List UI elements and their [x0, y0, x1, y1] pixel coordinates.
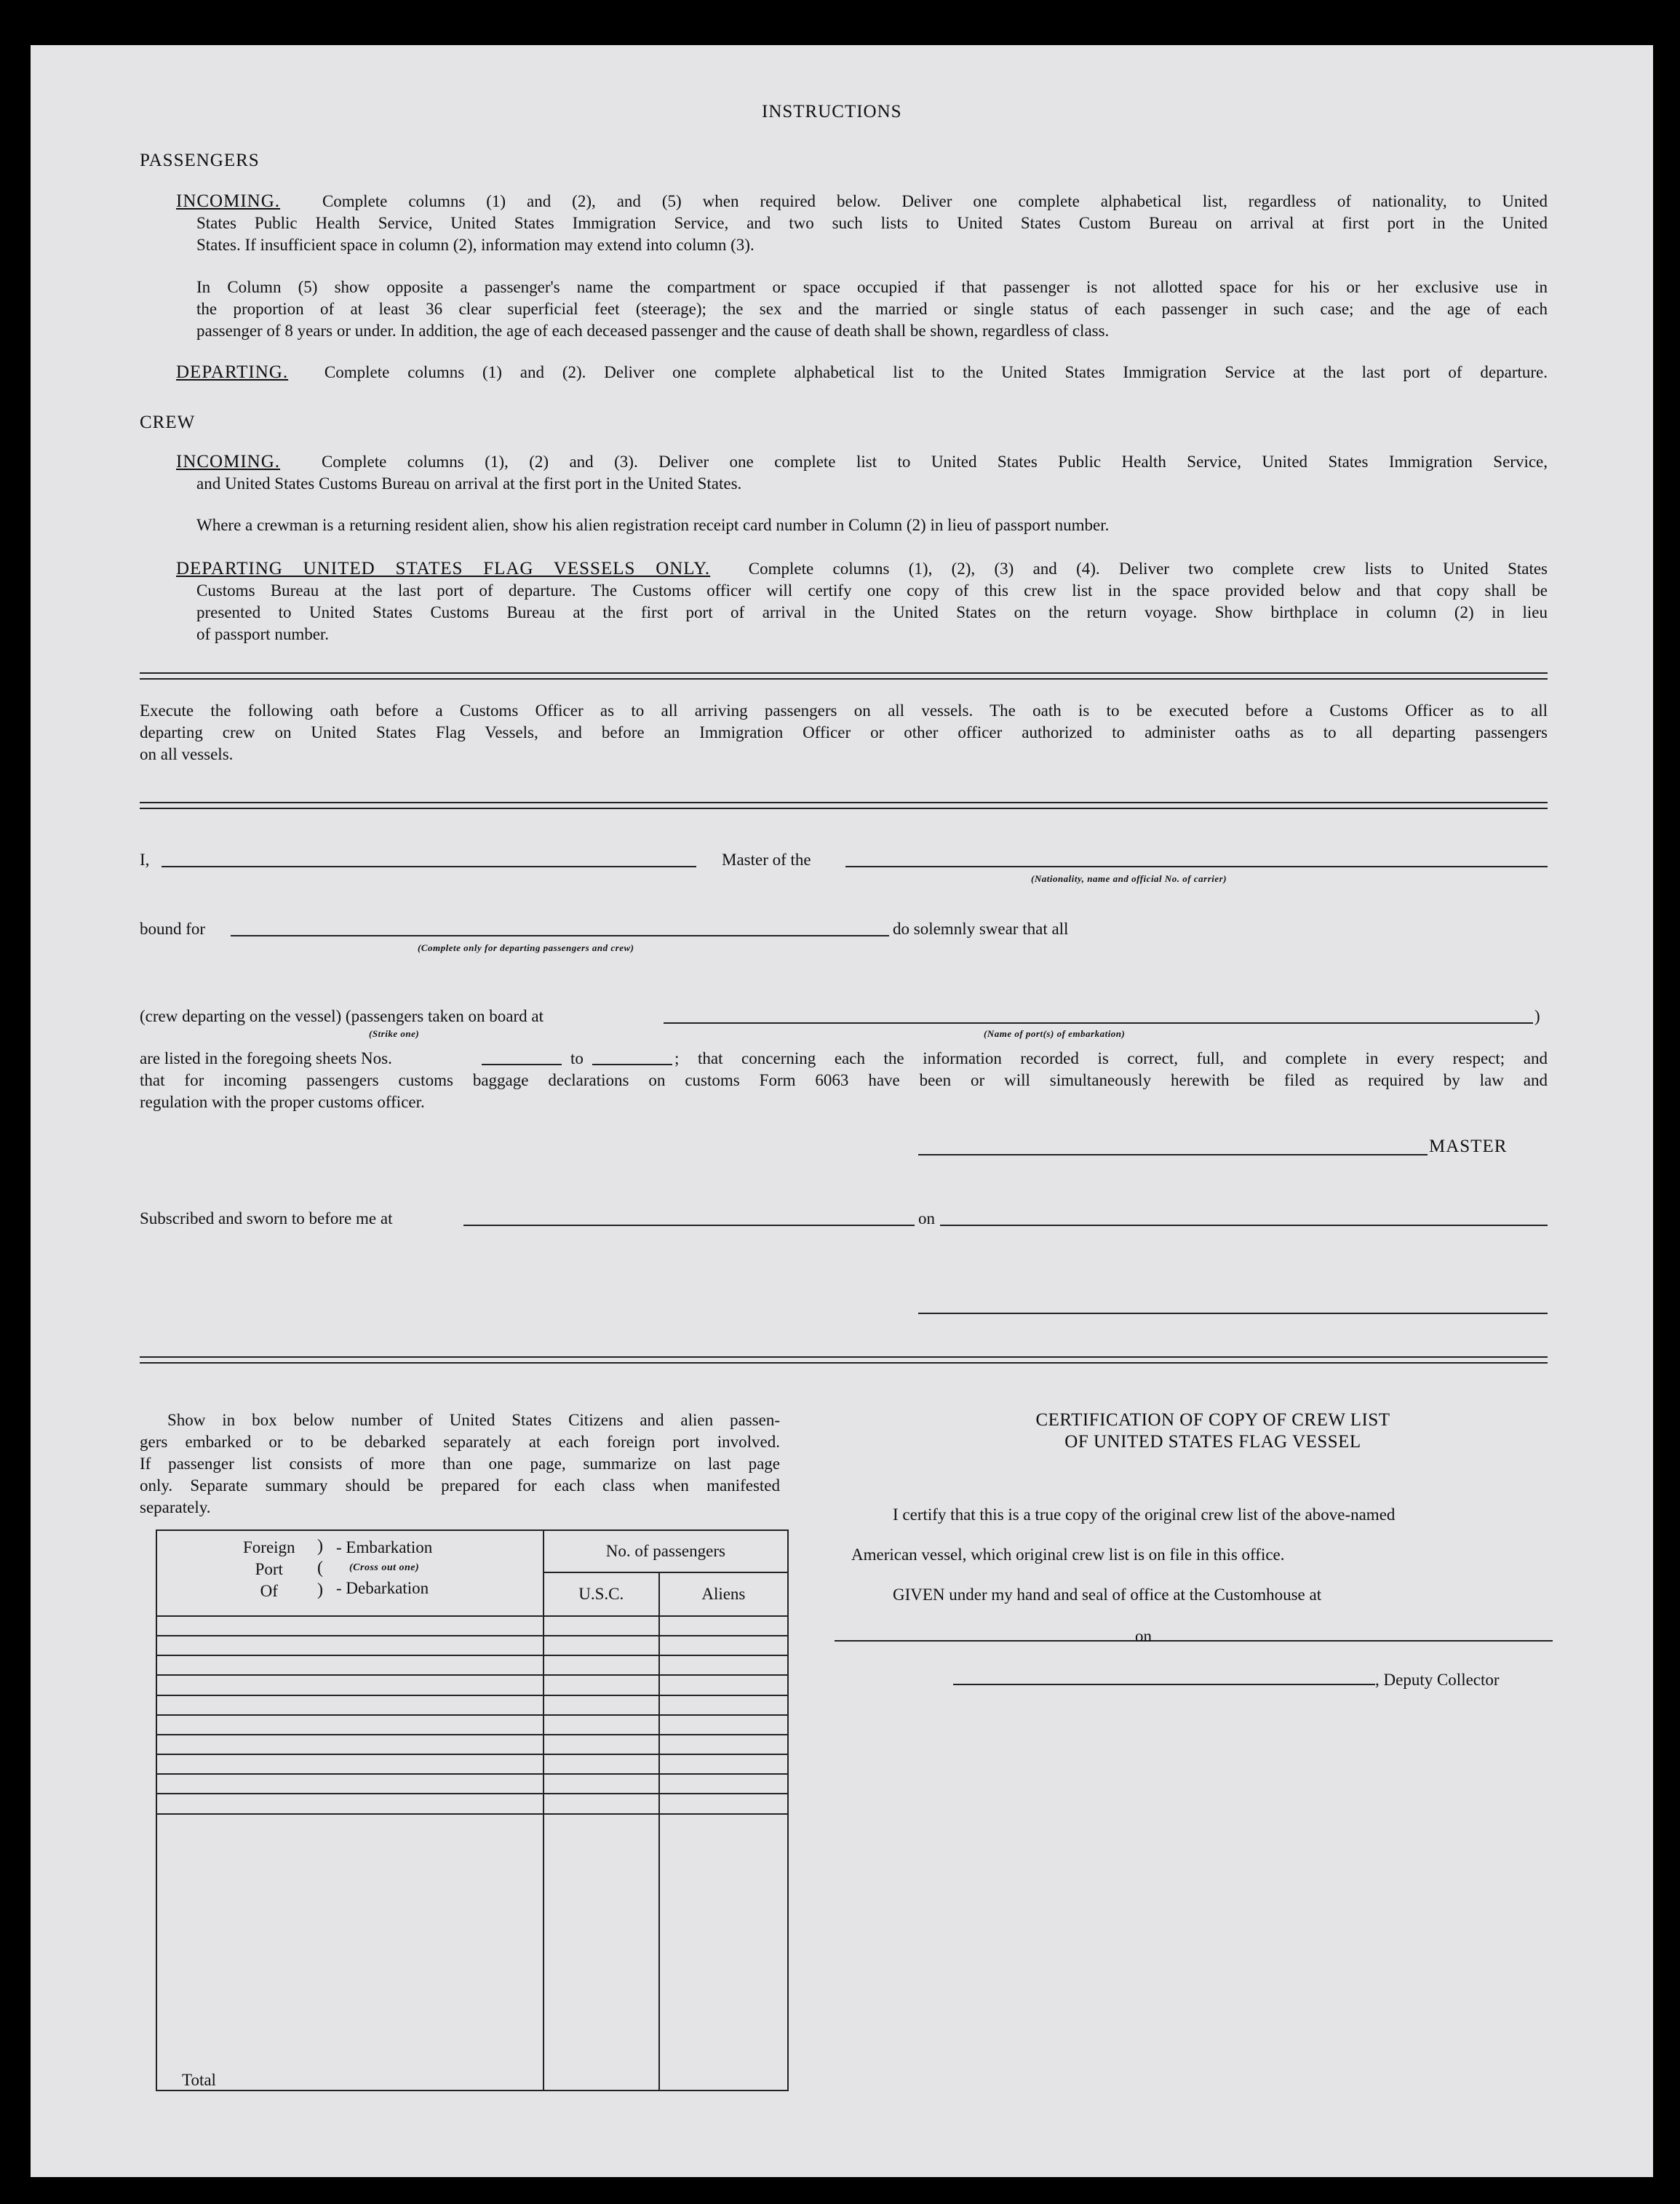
port-cell[interactable]: [156, 1675, 544, 1695]
passengers-heading: PASSENGERS: [140, 151, 260, 170]
officer-signature-field[interactable]: [918, 1313, 1548, 1314]
port-cell[interactable]: [156, 1735, 544, 1754]
bound-for-label: bound for: [140, 920, 206, 938]
divider: [140, 1362, 1548, 1364]
subscribed-place-field[interactable]: [463, 1225, 915, 1226]
port-cell[interactable]: [156, 1655, 544, 1675]
embarkation-label: - Embarkation: [336, 1538, 433, 1556]
usc-cell[interactable]: [544, 1774, 659, 1794]
debarkation-label: - Debarkation: [336, 1579, 429, 1597]
usc-cell[interactable]: [544, 1655, 659, 1675]
subscribed-on-label: on: [918, 1209, 935, 1228]
usc-cell[interactable]: [544, 1695, 659, 1715]
document-page: [31, 45, 1653, 2177]
crew-incoming-cont: and United States Customs Bureau on arrival at the first port in the United States.: [196, 474, 742, 493]
master-of-label: Master of the: [722, 851, 811, 869]
table-row: [156, 1636, 788, 1655]
sheets-suffix: ; that concerning each the information recorded is correct, full, and complete in every respect; and: [674, 1049, 1548, 1067]
cross-out-caption: (Cross out one): [349, 1562, 420, 1573]
divider: [140, 678, 1548, 680]
vessel-field[interactable]: [845, 866, 1548, 867]
no-of-passengers-header: No. of passengers: [544, 1530, 788, 1572]
aliens-cell[interactable]: [659, 1715, 788, 1735]
crewman-text: Where a crewman is a returning resident alien, show his alien registration receipt card number in Column (2) in lieu of passport number.: [196, 516, 1110, 534]
crew-departing-text: (crew departing on the vessel) (passengers taken on board at: [140, 1007, 544, 1025]
oath-line3: regulation with the proper customs officer.: [140, 1093, 425, 1111]
passengers-departing-line: DEPARTING. Complete columns (1) and (2). Deliver one complete alphabetical list to the United States Immigration Service at the last port of departure.: [176, 362, 1548, 382]
oath-i-label: I,: [140, 851, 150, 869]
passengers-incoming-line: States Public Health Service, United States Immigration Service, and two such lists to United States Custom Bureau on arrival at first port in the United: [196, 214, 1548, 232]
subscribed-label: Subscribed and sworn to before me at: [140, 1209, 393, 1228]
total-row: [156, 1814, 788, 2090]
bound-caption: (Complete only for departing passengers and crew): [418, 942, 634, 953]
aliens-cell[interactable]: [659, 1636, 788, 1655]
subscribed-date-field[interactable]: [940, 1225, 1548, 1226]
oath-line2-block: [140, 1070, 1548, 1091]
crew-departing-line: Customs Bureau at the last port of departure. The Customs officer will certify one copy of this crew list in the space provided below and that copy shall be: [196, 581, 1548, 600]
deputy-collector-label: , Deputy Collector: [1375, 1671, 1500, 1689]
aliens-cell[interactable]: [659, 1794, 788, 1813]
usc-cell[interactable]: [544, 1754, 659, 1774]
passengers-incoming-label: INCOMING.: [176, 191, 281, 211]
summary-instruction-line: gers embarked or to be debarked separately at each foreign port involved.: [140, 1433, 780, 1451]
aliens-cell[interactable]: [659, 1735, 788, 1754]
usc-cell[interactable]: [544, 1675, 659, 1695]
certification-on-label: on: [1135, 1627, 1152, 1645]
table-row: [156, 1754, 788, 1774]
summary-instruction-line: only. Separate summary should be prepared for each class when manifested: [140, 1476, 780, 1495]
bound-for-field[interactable]: [231, 935, 889, 936]
crew-heading: CREW: [140, 413, 196, 432]
crew-departing-cont: [196, 580, 1548, 645]
customhouse-field[interactable]: [835, 1640, 1162, 1642]
table-header-row: [156, 1530, 788, 1572]
divider: [140, 672, 1548, 674]
passengers-column5-block: [196, 277, 1548, 342]
crew-departing-line: of passport number.: [196, 625, 330, 643]
oath-intro-line: departing crew on United States Flag Vessels, and before an Immigration Officer or other officer authorized to administer oaths as to all departing passengers: [140, 723, 1548, 741]
passengers-incoming-block: [176, 191, 1548, 212]
port-cell[interactable]: [156, 1794, 544, 1813]
crew-departing-line: presented to United States Customs Bureau at the first port of arrival in the United States on the return voyage. Show birthplace in column (2) in lieu: [196, 603, 1548, 621]
aliens-cell[interactable]: [659, 1774, 788, 1794]
table-row: [156, 1735, 788, 1754]
certification-title-line: CERTIFICATION OF COPY OF CREW LIST: [1035, 1410, 1390, 1430]
summary-instruction-line: separately.: [140, 1498, 211, 1516]
aliens-header: Aliens: [659, 1572, 788, 1616]
port-cell[interactable]: [156, 1774, 544, 1794]
summary-instructions: [140, 1409, 780, 1519]
usc-header: U.S.C.: [544, 1572, 659, 1616]
crew-departing-block: DEPARTING UNITED STATES FLAG VESSELS ONLY. Complete columns (1), (2), (3) and (4). Deliver two complete crew lists to United States: [176, 559, 1548, 578]
certification-title: [933, 1409, 1493, 1453]
oath-intro-line: on all vessels.: [140, 745, 234, 763]
port-label: Port: [255, 1560, 283, 1578]
sheets-to-field[interactable]: [592, 1064, 672, 1065]
foreign-label: Foreign: [243, 1538, 295, 1556]
usc-cell[interactable]: [544, 1735, 659, 1754]
divider: [140, 1356, 1548, 1358]
port-cell[interactable]: [156, 1715, 544, 1735]
usc-cell[interactable]: [544, 1794, 659, 1813]
port-cell[interactable]: [156, 1636, 544, 1655]
table-row: [156, 1715, 788, 1735]
certification-line1: I certify that this is a true copy of the original crew list of the above-named: [893, 1505, 1396, 1524]
port-caption: (Name of port(s) of embarkation): [984, 1028, 1126, 1039]
column5-line: the proportion of at least 36 clear superficial feet (steerage); the sex and the married or single status of each passenger in such case; and the age of each: [196, 300, 1548, 318]
master-signature-field[interactable]: [918, 1154, 1428, 1155]
port-cell[interactable]: [156, 1616, 544, 1636]
crew-incoming-block: INCOMING. Complete columns (1), (2) and (3). Deliver one complete list to United States Public Health Service, United States Immigration Service,: [176, 452, 1548, 472]
passengers-incoming-cont: [196, 212, 1548, 256]
oath-intro-line: Execute the following oath before a Customs Officer as to all arriving passengers on all vessels. The oath is to be executed before a Customs Officer as to all: [140, 701, 1548, 720]
sheets-to-label: to: [570, 1049, 584, 1067]
column5-line: In Column (5) show opposite a passenger's name the compartment or space occupied if that passenger is not allotted space for his or her exclusive use in: [196, 278, 1548, 296]
summary-instruction-line: Show in box below number of United States Citizens and alien passen-: [167, 1411, 780, 1429]
oath-line2: that for incoming passengers customs baggage declarations on customs Form 6063 have been or will simultaneously herewith be filed as required by law and: [140, 1071, 1548, 1089]
certification-date-field[interactable]: [1160, 1640, 1553, 1642]
aliens-cell[interactable]: [659, 1695, 788, 1715]
aliens-total-cell[interactable]: [659, 1814, 788, 2090]
embarkation-port-field[interactable]: [664, 1022, 1533, 1024]
aliens-cell[interactable]: [659, 1616, 788, 1636]
aliens-cell[interactable]: [659, 1675, 788, 1695]
passengers-incoming-line: INCOMING. Complete columns (1) and (2), and (5) when required below. Deliver one complete alphabetical list, regardless of nationality, to United: [176, 191, 1548, 211]
port-cell[interactable]: [156, 1695, 544, 1715]
divider: [140, 808, 1548, 809]
total-label: Total: [156, 1814, 544, 2090]
deputy-signature-field[interactable]: [953, 1684, 1375, 1685]
strike-caption: (Strike one): [369, 1028, 420, 1039]
nationality-caption: (Nationality, name and official No. of carrier): [1031, 873, 1227, 884]
usc-cell[interactable]: [544, 1715, 659, 1735]
aliens-cell[interactable]: [659, 1754, 788, 1774]
certification-given-line: GIVEN under my hand and seal of office at the Customhouse at: [893, 1586, 1322, 1604]
port-cell[interactable]: [156, 1754, 544, 1774]
table-row: [156, 1774, 788, 1794]
passenger-summary-table: [156, 1529, 789, 2091]
sheets-suffix-line: [674, 1048, 1548, 1070]
passengers-departing-label: DEPARTING.: [176, 362, 289, 382]
page-title: INSTRUCTIONS: [762, 102, 902, 122]
master-label: MASTER: [1429, 1137, 1508, 1156]
table-row: [156, 1655, 788, 1675]
close-paren: ): [1534, 1007, 1540, 1025]
certification-line2: American vessel, which original crew list is on file in this office.: [851, 1545, 1285, 1564]
foreign-port-header: [156, 1530, 544, 1616]
crew-departing-label: DEPARTING UNITED STATES FLAG VESSELS ONLY.: [176, 559, 711, 578]
table-row: [156, 1695, 788, 1715]
usc-total-cell[interactable]: [544, 1814, 659, 2090]
master-name-field[interactable]: [162, 866, 696, 867]
table-row: [156, 1616, 788, 1636]
divider: [140, 802, 1548, 803]
of-label: Of: [260, 1582, 278, 1600]
brace-icon: ) ( ): [317, 1537, 323, 1599]
aliens-cell[interactable]: [659, 1655, 788, 1675]
usc-cell[interactable]: [544, 1636, 659, 1655]
passengers-incoming-line: States. If insufficient space in column (2), information may extend into column (3).: [196, 236, 755, 254]
crew-incoming-label: INCOMING.: [176, 452, 281, 472]
certification-title-line: OF UNITED STATES FLAG VESSEL: [1064, 1432, 1361, 1452]
sheets-from-field[interactable]: [482, 1064, 562, 1065]
column5-line: passenger of 8 years or under. In addition, the age of each deceased passenger and the cause of death shall be shown, regardless of class.: [196, 322, 1110, 340]
oath-intro: [140, 700, 1548, 765]
usc-cell[interactable]: [544, 1616, 659, 1636]
sheets-prefix: are listed in the foregoing sheets Nos.: [140, 1049, 392, 1067]
table-row: [156, 1794, 788, 1813]
swear-label: do solemnly swear that all: [893, 920, 1069, 938]
table-row: [156, 1675, 788, 1695]
summary-instruction-line: If passenger list consists of more than one page, summarize on last page: [140, 1455, 780, 1473]
